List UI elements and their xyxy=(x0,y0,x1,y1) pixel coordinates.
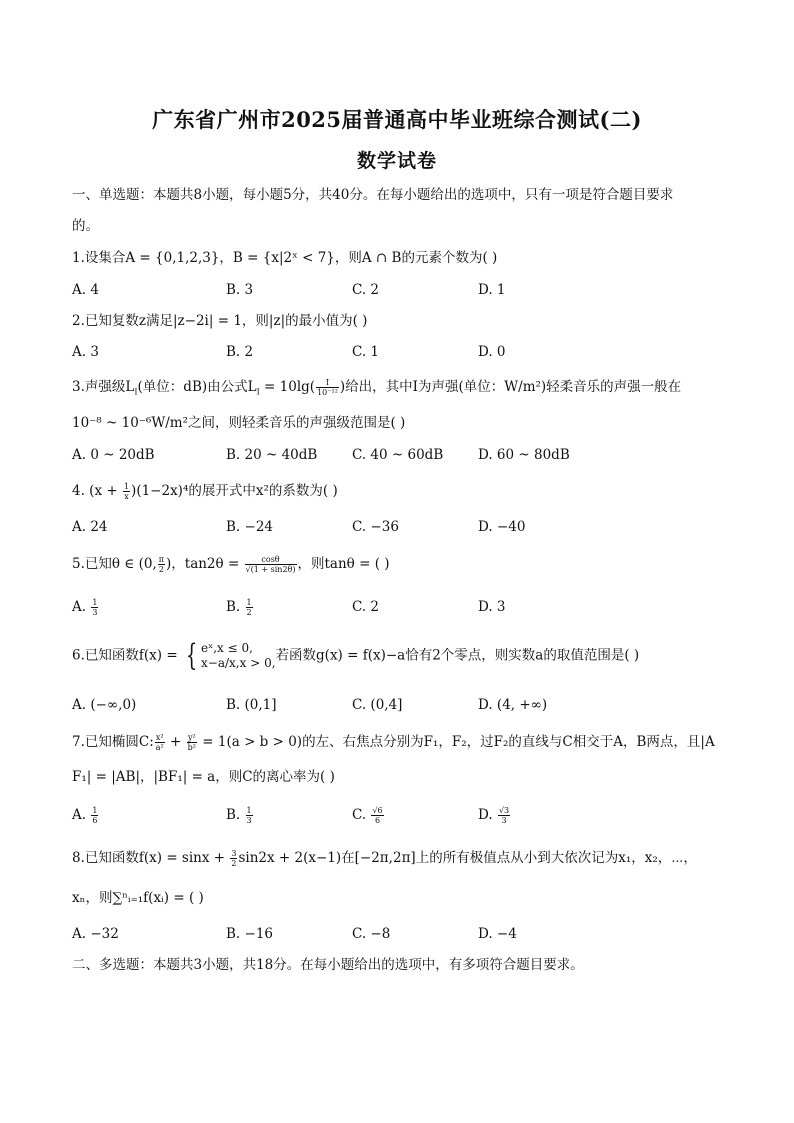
q8-option-a: A. −32 xyxy=(72,926,119,942)
q5-option-a: A. $\frac{1}{3}$ xyxy=(72,598,98,617)
section1-heading-cont: 的。 xyxy=(72,218,99,234)
question-3-stem-cont: 10⁻⁸ ~ 10⁻⁶W/m²之间，则轻柔音乐的声强级范围是( ) xyxy=(72,415,406,431)
q1-option-c: C. 2 xyxy=(352,282,380,298)
question-4-stem: 4. (x + $\frac{1}{x}$ )(1−2x)⁴的展开式中x²的系数为( ) xyxy=(72,482,338,501)
question-7-stem-cont: F₁| = |AB|，|BF₁| = a，则C的离心率为( ) xyxy=(72,769,335,785)
q6-option-a: A. (−∞,0) xyxy=(72,697,137,713)
question-1-stem: 1.设集合A = {0,1,2,3}，B = {x|2ˣ < 7}，则A ∩ B的元素个数为( ) xyxy=(72,250,498,266)
q5-option-d: D. 3 xyxy=(478,599,506,615)
fraction: $\frac{I}{\text{10⁻¹²}}$ xyxy=(317,378,338,397)
q3-option-a: A. 0 ~ 20dB xyxy=(72,447,155,463)
page-subtitle: 数学试卷 xyxy=(356,150,437,172)
q3-option-b: B. 20 ~ 40dB xyxy=(226,447,318,463)
fraction: $\frac{\cos\theta}{√(1 + \sin 2\theta)}$ xyxy=(245,555,296,574)
question-2-stem: 2.已知复数z满足|z−2i| = 1，则|z|的最小值为( ) xyxy=(72,313,368,329)
q6-option-d: D. (4, +∞) xyxy=(478,697,548,713)
fraction: $\frac{\text{x²}}{\text{a²}}$ xyxy=(155,733,164,752)
fraction: $\frac{1}{x}$ xyxy=(123,482,130,501)
question-5-stem: 5.已知θ ∈ (0, $\frac{\pi}{2}$ )，tan2θ = $\frac{\cos\theta}{√(1 + \sin 2\theta)}$ ，则tanθ = ( ) xyxy=(72,555,390,574)
section1-heading: 一、单选题：本题共8小题，每小题5分，共40分。在每小题给出的选项中，只有一项是符合题目要求 xyxy=(72,187,674,203)
q8-option-c: C. −8 xyxy=(352,926,391,942)
q1-option-b: B. 3 xyxy=(226,282,254,298)
fraction: $\frac{3}{2}$ xyxy=(231,849,237,868)
q2-option-d: D. 0 xyxy=(478,344,506,360)
question-6-stem: 6.已知函数f(x) = { eˣ,x ≤ 0, x−a/x,x > 0, 若函数g(x) = f(x)−a恰有2个零点，则实数a的取值范围是( ) xyxy=(72,638,640,673)
q1-option-a: A. 4 xyxy=(72,282,99,298)
section2-heading: 二、多选题：本题共3小题，共18分。在每小题给出的选项中，有多项符合题目要求。 xyxy=(72,957,584,973)
q2-option-b: B. 2 xyxy=(226,344,254,360)
q8-option-d: D. −4 xyxy=(478,926,517,942)
q4-option-c: C. −36 xyxy=(352,519,399,535)
q8-option-b: B. −16 xyxy=(226,926,273,942)
q7-option-a: A. $\frac{1}{6}$ xyxy=(72,806,98,825)
q3-option-d: D. 60 ~ 80dB xyxy=(478,447,570,463)
question-7-stem: 7.已知椭圆C: $\frac{\text{x²}}{\text{a²}}$ + $\frac{\text{y²}}{\text{b²}}$ = 1(a > b > 0)的左、右焦点分别为F₁，F₂，过F₂的直线与C相交于A，B两点，且|A xyxy=(72,733,715,752)
fraction: $\frac{\text{y²}}{\text{b²}}$ xyxy=(187,733,196,752)
q4-option-a: A. 24 xyxy=(72,519,108,535)
fraction: $\frac{\pi}{2}$ xyxy=(158,555,164,574)
question-8-stem-cont: xₙ，则∑ⁿᵢ₌₁f(xᵢ) = ( ) xyxy=(72,890,204,906)
q5-option-c: C. 2 xyxy=(352,599,380,615)
q6-option-b: B. (0,1] xyxy=(226,697,277,713)
q2-option-c: C. 1 xyxy=(352,344,380,360)
q7-option-b: B. $\frac{1}{3}$ xyxy=(226,806,252,825)
q1-option-d: D. 1 xyxy=(478,282,506,298)
q4-option-d: D. −40 xyxy=(478,519,526,535)
q4-option-b: B. −24 xyxy=(226,519,273,535)
q3-option-c: C. 40 ~ 60dB xyxy=(352,447,444,463)
piecewise-cases: eˣ,x ≤ 0, x−a/x,x > 0, xyxy=(201,641,276,670)
question-8-stem: 8.已知函数f(x) = sinx + $\frac{3}{2}$ sin2x + 2(x−1)在[−2π,2π]上的所有极值点从小到大依次记为x₁，x₂，⋯， xyxy=(72,849,697,868)
page-title: 广东省广州市2025届普通高中毕业班综合测试(二) xyxy=(152,107,642,132)
q6-option-c: C. (0,4] xyxy=(352,697,403,713)
q5-option-b: B. $\frac{1}{2}$ xyxy=(226,598,252,617)
q2-option-a: A. 3 xyxy=(72,344,99,360)
q7-option-c: C. $\frac{√6}{6}$ xyxy=(352,806,383,825)
question-3-stem: 3.声强级$L_I$(单位：dB)由公式$L_I = 10\lg$( $\frac{I}{\text{10⁻¹²}}$ )给出，其中I为声强(单位：W/m²)轻柔音乐的声强一般在 xyxy=(72,378,682,397)
q7-option-d: D. $\frac{√3}{3}$ xyxy=(478,806,510,825)
